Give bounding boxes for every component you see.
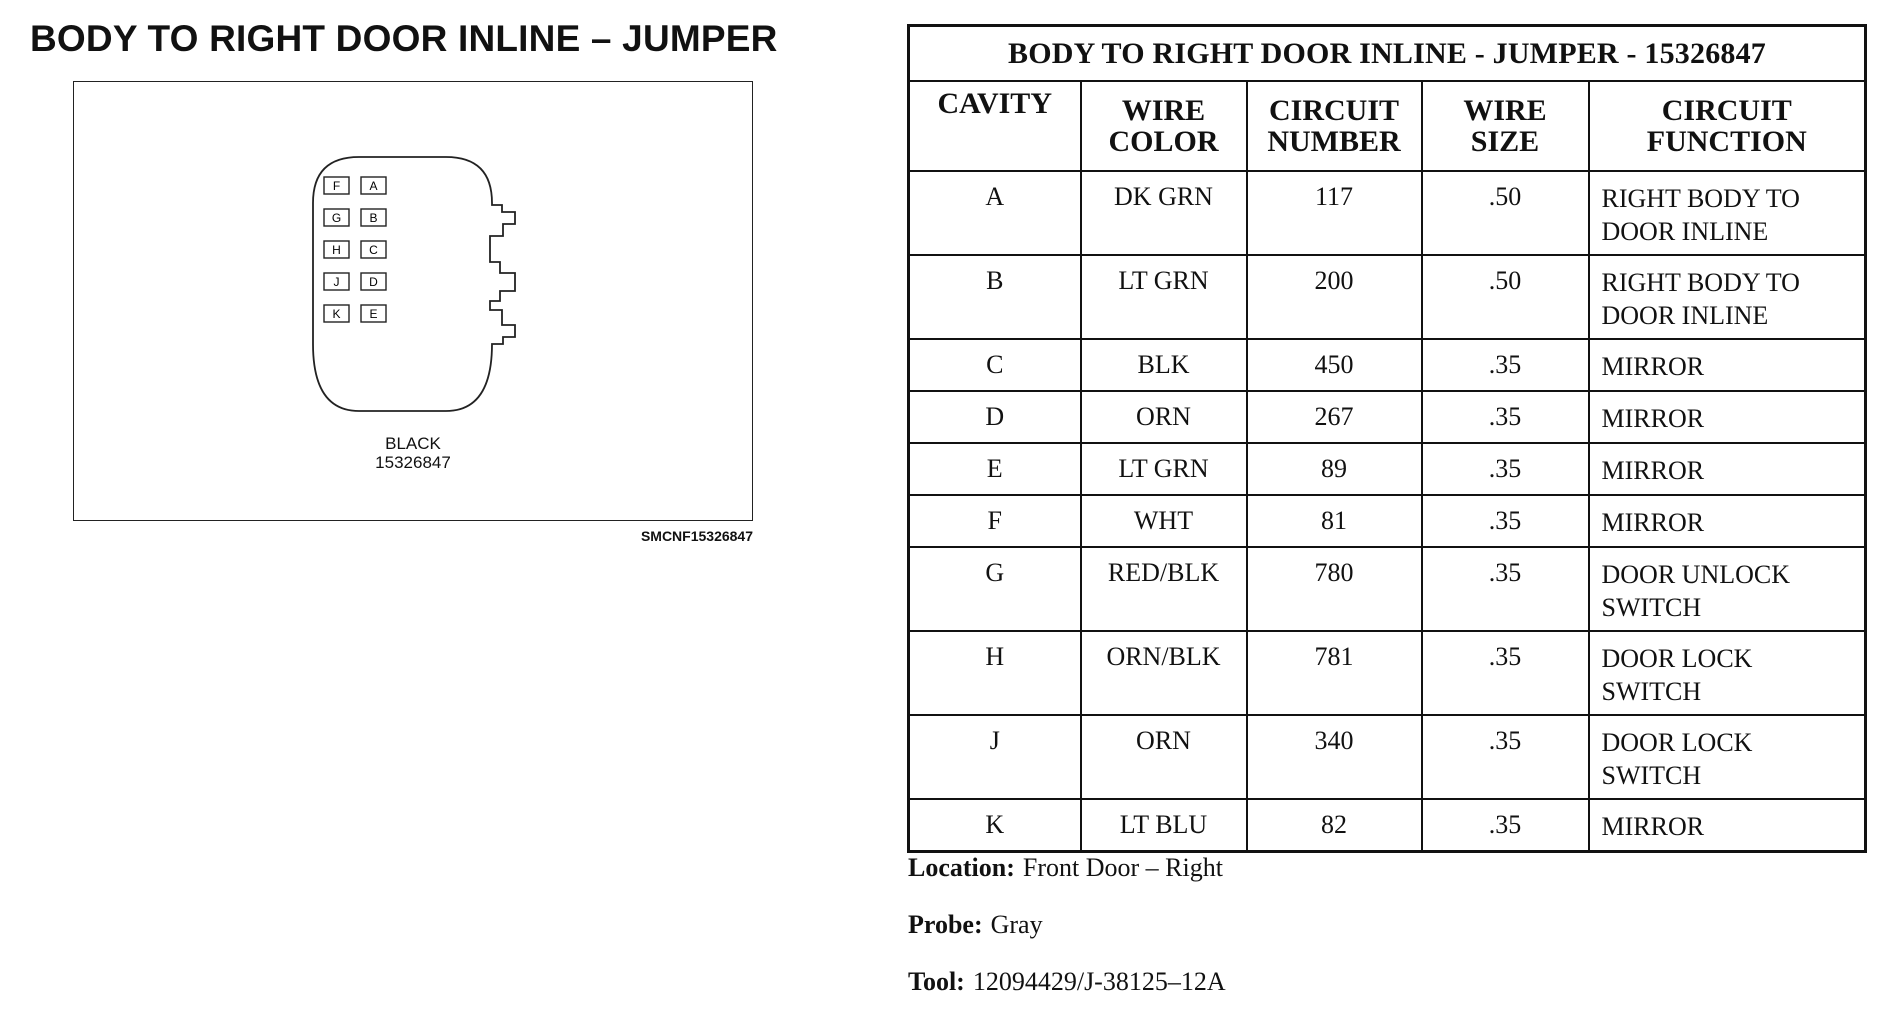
pin-label: F (332, 179, 341, 193)
connector-outline (313, 157, 515, 411)
tool-note (908, 967, 1226, 997)
circuit-function-cell (1589, 495, 1866, 547)
wire-color-cell: ORN (1081, 715, 1247, 799)
circuit-number-cell: 780 (1247, 547, 1422, 631)
cavity-cell: F (909, 495, 1081, 547)
cavity-cell: H (909, 631, 1081, 715)
circuit-function-cell (1589, 171, 1866, 255)
connector-color-label: BLACK (385, 434, 441, 453)
wire-size-cell: .50 (1422, 255, 1589, 339)
circuit-function-cell (1589, 255, 1866, 339)
table-row (909, 339, 1866, 391)
circuit-function-cell (1589, 715, 1866, 799)
probe-note (908, 910, 1043, 940)
circuit-function-line: SWITCH (1601, 761, 1702, 790)
circuit-function-line: RIGHT BODY TO (1601, 268, 1800, 297)
wire-size-cell: .35 (1422, 547, 1589, 631)
probe-value: Gray (990, 910, 1043, 939)
header-wire-color-line1: WIRE (1121, 94, 1206, 127)
circuit-number-cell: 200 (1247, 255, 1422, 339)
probe-label: Probe: (908, 910, 983, 939)
wire-size-cell: .35 (1422, 339, 1589, 391)
circuit-function-line: MIRROR (1601, 352, 1705, 381)
header-circuit-number-line1: CIRCUIT (1268, 94, 1400, 127)
pin-label: E (369, 307, 378, 321)
diagram-reference-code: SMCNF15326847 (640, 528, 753, 544)
wire-size-cell: .35 (1422, 443, 1589, 495)
cavity-cell: A (909, 171, 1081, 255)
location-label: Location: (908, 853, 1015, 882)
circuit-number-cell: 450 (1247, 339, 1422, 391)
cavity-cell: K (909, 799, 1081, 852)
tool-label: Tool: (908, 967, 965, 996)
wire-color-cell: ORN/BLK (1081, 631, 1247, 715)
wire-color-cell: RED/BLK (1081, 547, 1247, 631)
circuit-function-cell (1589, 391, 1866, 443)
header-cavity-label: CAVITY (937, 87, 1052, 120)
wire-size-cell: .35 (1422, 495, 1589, 547)
circuit-number-cell: 340 (1247, 715, 1422, 799)
circuit-function-cell (1589, 799, 1866, 852)
table-row (909, 799, 1866, 852)
wire-size-cell: .35 (1422, 715, 1589, 799)
connector-diagram (73, 81, 753, 521)
pin-label: H (332, 243, 341, 257)
header-wire-size-line2: SIZE (1470, 125, 1540, 158)
circuit-function-line: DOOR INLINE (1601, 217, 1769, 246)
circuit-function-line: SWITCH (1601, 593, 1702, 622)
header-circuit-function-line1: CIRCUIT (1661, 94, 1792, 127)
table-row (909, 391, 1866, 443)
circuit-number-cell: 89 (1247, 443, 1422, 495)
wire-size-cell: .50 (1422, 171, 1589, 255)
circuit-number-cell: 117 (1247, 171, 1422, 255)
pin-label: B (369, 211, 378, 225)
wire-color-cell: LT GRN (1081, 443, 1247, 495)
connector-table-container (907, 24, 1864, 853)
circuit-function-line: RIGHT BODY TO (1601, 184, 1800, 213)
wire-color-cell: BLK (1081, 339, 1247, 391)
wire-color-cell: DK GRN (1081, 171, 1247, 255)
pin-label: D (369, 275, 378, 289)
table-row (909, 547, 1866, 631)
header-cavity (909, 81, 1081, 171)
circuit-function-cell (1589, 339, 1866, 391)
wire-size-cell: .35 (1422, 631, 1589, 715)
header-circuit-number-line2: NUMBER (1267, 125, 1401, 158)
wire-color-cell: ORN (1081, 391, 1247, 443)
wire-color-cell: LT BLU (1081, 799, 1247, 852)
location-note (908, 853, 1223, 883)
header-circuit-number (1247, 81, 1422, 171)
header-wire-size (1422, 81, 1589, 171)
cavity-cell: B (909, 255, 1081, 339)
wire-color-cell: LT GRN (1081, 255, 1247, 339)
table-row (909, 255, 1866, 339)
pin-label: J (333, 275, 340, 289)
cavity-cell: G (909, 547, 1081, 631)
circuit-function-line: MIRROR (1601, 812, 1705, 841)
cavity-cell: C (909, 339, 1081, 391)
table-row (909, 715, 1866, 799)
circuit-number-cell: 82 (1247, 799, 1422, 852)
circuit-function-line: DOOR LOCK (1601, 728, 1753, 757)
header-circuit-function (1589, 81, 1866, 171)
connector-part-number: 15326847 (375, 453, 451, 472)
table-row (909, 171, 1866, 255)
cavity-cell: D (909, 391, 1081, 443)
circuit-function-line: DOOR LOCK (1601, 644, 1753, 673)
circuit-function-line: MIRROR (1601, 456, 1705, 485)
header-wire-color-line2: COLOR (1108, 125, 1219, 158)
circuit-function-cell (1589, 443, 1866, 495)
table-row (909, 495, 1866, 547)
table-row (909, 443, 1866, 495)
cavity-cell: J (909, 715, 1081, 799)
header-wire-color (1081, 81, 1247, 171)
location-value: Front Door – Right (1022, 853, 1223, 882)
table-title: BODY TO RIGHT DOOR INLINE - JUMPER - 15326847 (909, 26, 1866, 82)
circuit-function-line: DOOR INLINE (1601, 301, 1769, 330)
circuit-function-cell (1589, 631, 1866, 715)
header-circuit-function-line2: FUNCTION (1646, 125, 1807, 158)
circuit-function-cell (1589, 547, 1866, 631)
pin-label: A (369, 179, 378, 193)
wire-color-cell: WHT (1081, 495, 1247, 547)
circuit-number-cell: 81 (1247, 495, 1422, 547)
circuit-function-line: MIRROR (1601, 508, 1705, 537)
table-row (909, 631, 1866, 715)
diagram-title: BODY TO RIGHT DOOR INLINE – JUMPER (30, 18, 778, 59)
tool-value: 12094429/J-38125–12A (972, 967, 1226, 996)
pin-label: C (369, 243, 378, 257)
circuit-function-line: MIRROR (1601, 404, 1705, 433)
wire-size-cell: .35 (1422, 391, 1589, 443)
circuit-number-cell: 267 (1247, 391, 1422, 443)
circuit-number-cell: 781 (1247, 631, 1422, 715)
circuit-function-line: DOOR UNLOCK (1601, 560, 1790, 589)
table-body (909, 171, 1866, 852)
header-wire-size-line1: WIRE (1463, 94, 1547, 127)
pin-label: K (332, 307, 341, 321)
circuit-function-line: SWITCH (1601, 677, 1702, 706)
table-header-row (909, 81, 1866, 171)
connector-table (907, 24, 1867, 853)
wire-size-cell: .35 (1422, 799, 1589, 852)
cavity-cell: E (909, 443, 1081, 495)
connector-pins (324, 177, 386, 322)
pin-label: G (331, 211, 342, 225)
